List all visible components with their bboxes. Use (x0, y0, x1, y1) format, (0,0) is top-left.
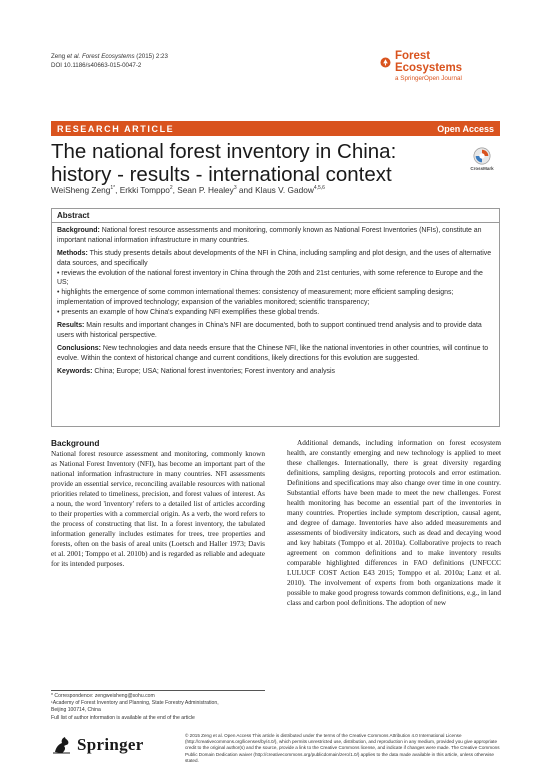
springer-wordmark: Springer (77, 735, 144, 754)
citation-journal: et al. Forest Ecosystems (66, 53, 135, 60)
citation-volume: (2015) 2:23 (134, 53, 168, 60)
springer-logo (51, 735, 144, 755)
author-separator: , (172, 185, 178, 195)
article-type-bar (51, 121, 500, 136)
abstract-conclusions (57, 344, 494, 364)
abstract-label: Conclusions: (57, 344, 101, 352)
abstract-content (52, 223, 499, 383)
body-column-right (287, 438, 501, 608)
author-name: Erkki Tomppo (119, 185, 170, 195)
author-affiliation: 4,5,6 (313, 185, 325, 192)
abstract-text: China; Europe; USA; National forest inventories; Forest inventory and analysis (92, 367, 336, 375)
abstract-heading: Abstract (52, 209, 499, 223)
abstract-methods (57, 249, 494, 269)
abstract-background (57, 226, 494, 246)
abstract-results (57, 321, 494, 341)
citation-author: Zeng (51, 53, 67, 60)
crossmark-label: CrossMark (470, 166, 494, 171)
journal-name-row (380, 50, 500, 74)
author-affiliation: 1* (110, 185, 116, 192)
author-name: WeiSheng Zeng (51, 185, 111, 195)
abstract-label: Keywords: (57, 367, 93, 375)
article-type: RESEARCH ARTICLE (57, 123, 175, 134)
abstract-label: Background: (57, 227, 100, 234)
affiliation-note: Beijing 100714, China (51, 707, 101, 714)
abstract-bullet: • highlights the emergence of some common international themes: consistency of measurement; more efficient sampling designs; implementation of improved technology; expansion of the variables monitored; scientific transparency; (57, 289, 454, 306)
abstract-bullet: • presents an example of how China's expanding NFI exemplifies these global trends. (57, 308, 320, 316)
body-column-left (51, 438, 265, 569)
author-list (51, 185, 325, 195)
springer-horse-icon (51, 735, 73, 755)
author-name: Klaus V. Gadow (255, 185, 314, 195)
abstract-bullet: • reviews the evolution of the national forest inventory in China through the 20th and 21st centuries, with some reference to Europe and the US; (57, 269, 483, 287)
doi[interactable]: DOI 10.1186/s40663-015-0047-2 (51, 62, 142, 69)
author-affiliation: 3 (233, 185, 237, 192)
title-line-1: The national forest inventory in China: (51, 140, 397, 163)
article-title (51, 140, 431, 186)
license-text: © 2015 Zeng et al. Open Access This article is distributed under the terms of the Creative Commons Attribution 4.0 International License (http://creativecommons.org/licenses/by/4.0/), which permits unrestricted use, distribution, and reproduction in any medium, provided you give appropriate credit to the original author(s) and the source, provide a link to the Creative Commons license, and indicate if changes were made. The Creative Commons Public Domain Dedication waiver (http://creativecommons.org/publicdomain/zero/1.0/) applies to the data made available in this article, unless otherwise stated. (185, 733, 500, 763)
journal-subtitle: a SpringerOpen Journal (395, 75, 462, 82)
footnotes (51, 690, 265, 722)
forest-ecosystems-logo-icon (380, 57, 391, 68)
crossmark-icon (473, 147, 491, 165)
author-name: Sean P. Healey (177, 185, 234, 195)
body-paragraph: National forest resource assessment and monitoring, commonly known as National Forest Inventory (NFI), has become an important part of the national information infrastructure in many countries. NFI assessments provide an essential service, reconciling available resources with national priorities related to timeliness, precision, and forest values of interest. As a noun, the word 'inventory' refers to a detailed list of articles according to their properties with a commercial origin. As a verb, the word refers to the process of constructing that list. In a forest inventory, the tabulated information generally includes estimates for trees, tree properties and forests, often on the basis of areal units (Loetsch and Haller 1973; Davis et al. 2001; Tomppo et al. 2010b) and is regarded as reliable and adequate for its intended purposes. (51, 450, 265, 568)
abstract-text: This study presents details about developments of the NFI in China, including sampling and plot design, and the uses of alternative data sources, and specifically (57, 249, 492, 267)
affiliation-note: ¹Academy of Forest Inventory and Planning, State Forestry Administration, (51, 700, 219, 707)
citation-line (51, 52, 168, 61)
body-paragraph: Additional demands, including information on forest ecosystem health, are constantly emerging and new technology is applied to meet these challenges. Internationally, there is great diversity regarding definitions, sampling designs, reporting protocols and error estimation. Definitions and specifications may also change over time in one country. Substantial efforts have been made to meet the new challenges. Forest health monitoring has become an essential part of the inventories in many countries. Properties include symptom description, causal agent, and degree of damage. Inventories have also added measurements and assessments of biodiversity indicators, such as dead and decaying wood and key habitats (Tomppo et al. 2010a). Collaborative projects to reach agreement on common definitions and to make inventory results comparable highlighted differences in FAO definitions (UNFCCC LULUCF COST Action E43 2015; Tomppo et al. 2010a; Lanz et al. 2010). The involvement of experts from both organizations made it possible to make good progress towards common definitions, e.g., in land class and carbon pool definitions. The adoption of new (287, 439, 501, 607)
journal-name: Forest Ecosystems (394, 50, 463, 74)
abstract-text: New technologies and data needs ensure that the Chinese NFI, like the national inventories in other countries, will continue to evolve. Within the context of historical change and current conditions, likely directions for this evolution are suggested. (57, 344, 489, 362)
author-separator: , (115, 185, 120, 195)
section-heading: Background (51, 438, 100, 448)
title-line-2: history - results - international context (51, 163, 392, 186)
crossmark-badge[interactable] (462, 147, 502, 171)
abstract-keywords (57, 367, 494, 377)
journal-logo (380, 50, 500, 82)
abstract-text: National forest resource assessments and monitoring, commonly known as National Forest Inventories (NFIs), constitute an important national information infrastructure in many countries. (57, 227, 482, 244)
author-separator: and (236, 185, 256, 195)
abstract-box (51, 208, 500, 427)
abstract-label: Results: (57, 321, 85, 329)
author-affiliation: 2 (169, 185, 173, 192)
citation (51, 52, 168, 70)
open-access-label: Open Access (437, 123, 494, 134)
abstract-text: Main results and important changes in China's NFI are documented, both to support continued trend analysis and to provide data users with historical perspective. (57, 321, 482, 339)
correspondence-note[interactable]: * Correspondence: zengweisheng@sohu.com (51, 693, 155, 699)
author-info-note: Full list of author information is available at the end of the article (51, 714, 195, 721)
abstract-label: Methods: (57, 249, 88, 257)
